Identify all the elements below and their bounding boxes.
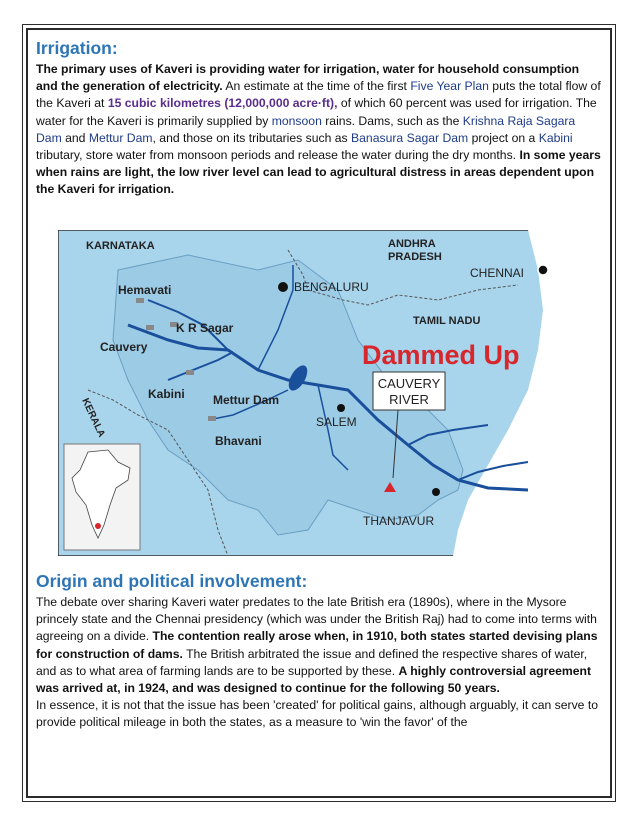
- cauvery-basin-map: [58, 230, 568, 556]
- origin-paragraph-1: [36, 594, 602, 697]
- river-label-2: RIVER: [389, 392, 429, 407]
- karnataka-label: KARNATAKA: [86, 240, 155, 252]
- origin-emphasis-2: A highly controversial agreement was arrived at, in 1924, and was designed to continue for the following 50 years.: [36, 663, 592, 696]
- salem-dot: [337, 404, 345, 412]
- irrigation-lead-sentence: The primary uses of Kaveri is providing water for irrigation, water for household consumption and the generation of electricity.: [36, 62, 580, 94]
- text-run: The British arbitrated the issue and defined the respective shares of water, and as to what area of farming lands are to be supported by these.: [36, 646, 588, 678]
- text-run: tributary, store water from monsoon periods and release the water during the dry months.: [36, 148, 520, 163]
- krs-dam-link[interactable]: Krishna Raja Sagara Dam: [36, 113, 576, 145]
- bengaluru-label: BENGALURU: [294, 280, 369, 294]
- dam-marker: [146, 325, 154, 330]
- irrigation-paragraph: [36, 61, 602, 199]
- banasura-dam-link[interactable]: Banasura Sagar Dam: [351, 130, 469, 145]
- text-run: An estimate at the time of the first: [222, 79, 411, 94]
- andhra-label-1: ANDHRA: [388, 238, 436, 250]
- text-run: of which 60 percent was used for irrigation. The water for the Kaveri is primarily supplied by: [36, 96, 597, 128]
- text-run: and: [61, 130, 89, 145]
- andhra-label-2: PRADESH: [388, 251, 442, 263]
- origin-paragraph-2: In essence, it is not that the issue has been 'created' for political gains, although arguably, it can serve to provide political mileage in both the states, as a measure to 'win the favor' of the: [36, 698, 598, 730]
- dam-marker: [186, 370, 194, 375]
- text-run: puts the total flow of the Kaveri at: [36, 79, 601, 111]
- irrigation-heading: Irrigation:: [36, 38, 118, 58]
- hemavati-label: Hemavati: [118, 283, 172, 297]
- chennai-label: CHENNAI: [470, 266, 525, 280]
- origin-emphasis-1: The contention really arose when, in 1910, both states started devising plans for construction of dams.: [36, 629, 598, 661]
- mettur-dam-label: Mettur Dam: [213, 393, 280, 407]
- kerala-label: KERALA: [79, 396, 107, 440]
- tamilnadu-label: TAMIL NADU: [413, 315, 481, 327]
- flow-figure: 15 cubic kilometres (12,000,000 acre·ft),: [107, 96, 338, 111]
- map-title: Dammed Up: [362, 340, 520, 370]
- five-year-plan-link[interactable]: Five Year Plan: [410, 79, 489, 94]
- krsagar-label: K R Sagar: [176, 321, 234, 335]
- mettur-dam-link[interactable]: Mettur Dam: [88, 130, 153, 145]
- thanjavur-label: THANJAVUR: [363, 514, 435, 528]
- kabini-link[interactable]: Kabini: [538, 130, 573, 145]
- bengaluru-dot: [278, 282, 288, 292]
- salem-label: SALEM: [316, 415, 357, 429]
- origin-section: [36, 570, 602, 732]
- text-run: The debate over sharing Kaveri water predates to the late British era (1890s), where in the Mysore princely state and the Chennai presidency (which was under the British Raj) had to come into terms with agreeing on a divide.: [36, 595, 597, 644]
- text-run: project on a: [468, 130, 539, 145]
- inset-locator: [95, 523, 101, 529]
- dam-marker: [208, 416, 216, 421]
- cauvery-label: Cauvery: [100, 340, 148, 354]
- bhavani-label: Bhavani: [215, 434, 262, 448]
- text-run: rains. Dams, such as the: [321, 113, 463, 128]
- text-run: , and those on its tributaries such as: [152, 130, 352, 145]
- kabini-label: Kabini: [148, 387, 185, 401]
- origin-heading: Origin and political involvement:: [36, 571, 308, 591]
- river-label-1: CAUVERY: [377, 376, 441, 391]
- dam-marker: [136, 298, 144, 303]
- thanjavur-dot: [432, 488, 440, 496]
- monsoon-link[interactable]: monsoon: [271, 113, 322, 128]
- irrigation-section: [36, 37, 602, 199]
- irrigation-closing-sentence: In some years when rains are light, the low river level can lead to agricultural distress in areas dependent upon the Kaveri for irrigation.: [36, 148, 601, 197]
- chennai-dot: [538, 265, 548, 275]
